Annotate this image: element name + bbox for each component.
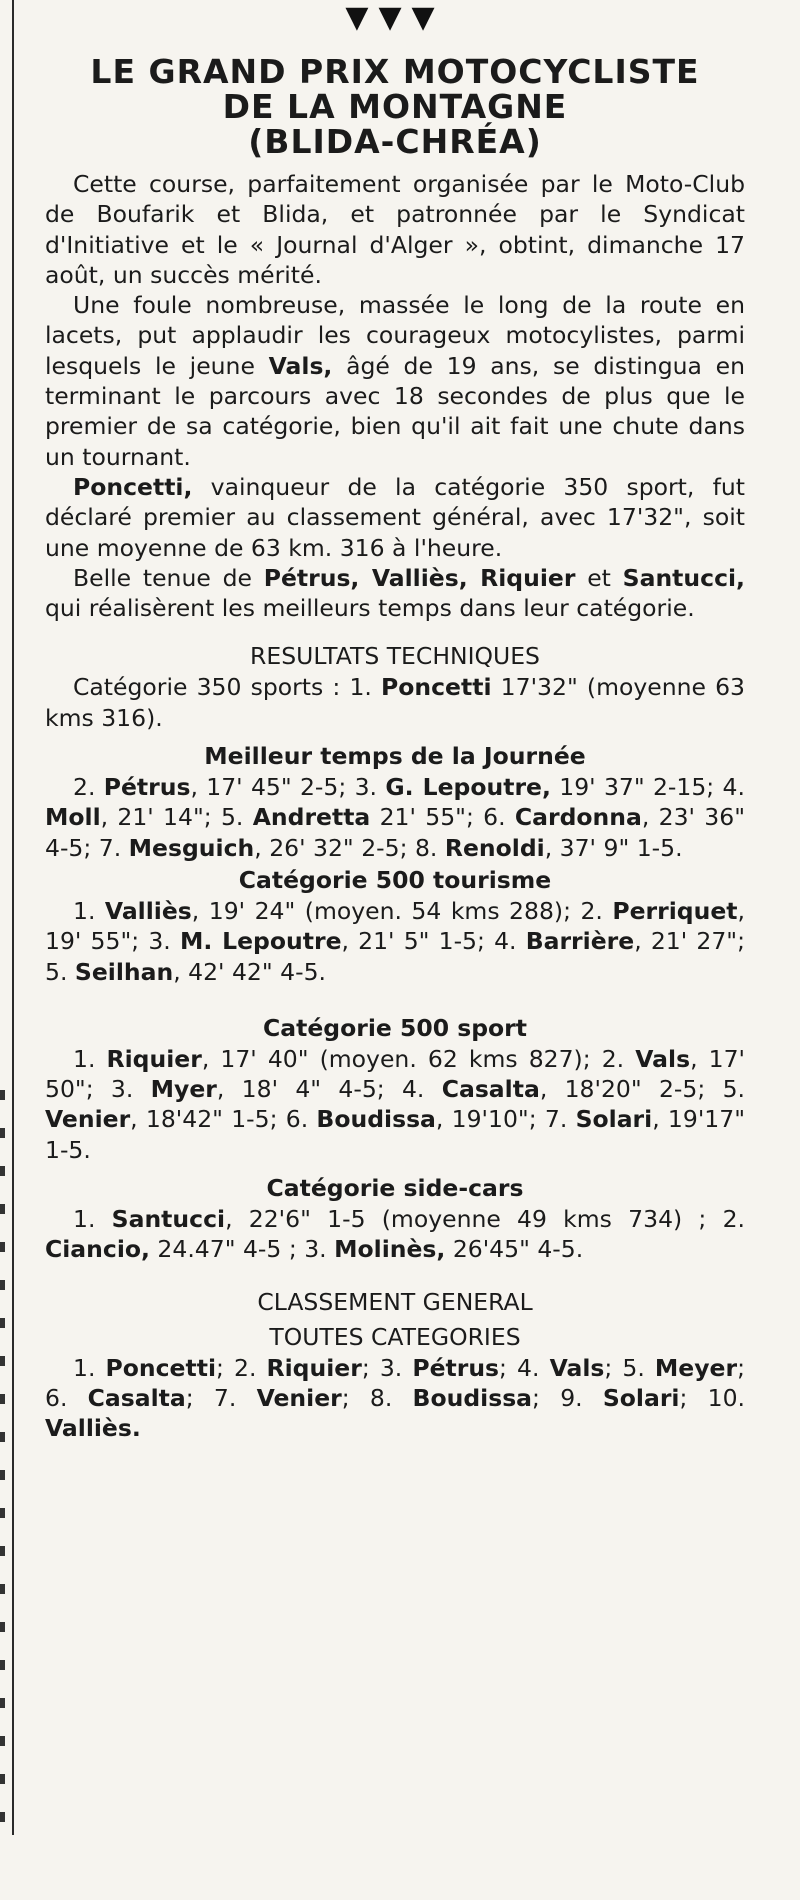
racer-name: Barrière bbox=[525, 927, 635, 956]
text-span: qui réalisèrent les meilleurs temps dans leur catégorie. bbox=[45, 594, 695, 623]
text-span: âgé de 19 ans, se distingua en terminant le parcours avec 18 secondes de plus que le premier de sa catégorie, bien qu'il ait fait une chute dans un tournant. bbox=[45, 351, 745, 471]
text-span: , 21' 27"; 5. bbox=[45, 927, 745, 986]
racer-name: Myer bbox=[150, 1075, 217, 1104]
text-span: ; 5. bbox=[604, 1353, 655, 1382]
racer-name: Poncetti bbox=[381, 673, 492, 702]
racer-name: Perriquet bbox=[612, 896, 738, 925]
text-span: ; 2. bbox=[216, 1353, 267, 1382]
text-span: , 18' 4" 4-5; 4. bbox=[216, 1075, 442, 1104]
text-span: , 42' 42" 4-5. bbox=[173, 957, 327, 986]
racer-name: G. Lepoutre, bbox=[385, 773, 551, 802]
text-span: , 19' 24" (moyen. 54 kms 288); 2. bbox=[191, 896, 613, 925]
racer-name: Boudissa bbox=[316, 1105, 436, 1134]
article-title-line-3: (BLIDA-CHRÉA) bbox=[248, 122, 542, 161]
best-time-results bbox=[45, 772, 745, 863]
racer-name: Cardonna bbox=[514, 803, 642, 832]
racer-name: Vals bbox=[549, 1353, 605, 1382]
racer-name: Casalta bbox=[87, 1383, 186, 1412]
racer-name: Riquier bbox=[106, 1044, 202, 1073]
text-span: ; 10. bbox=[679, 1383, 746, 1412]
racer-name: Ciancio, bbox=[45, 1235, 150, 1264]
text-span: 1. bbox=[73, 1044, 107, 1073]
racer-name: Boudissa bbox=[412, 1383, 533, 1412]
text-span: , 17' 40" (moyen. 62 kms 827); 2. bbox=[201, 1044, 636, 1073]
text-span: , 19'17" 1-5. bbox=[45, 1105, 745, 1164]
intro-paragraph-3 bbox=[45, 472, 745, 563]
racer-name: Meyer bbox=[654, 1353, 738, 1382]
text-span: 2. bbox=[73, 773, 104, 802]
racer-name: Venier bbox=[256, 1383, 342, 1412]
text-span: , 19' 55"; 3. bbox=[45, 896, 745, 956]
category-side-cars-heading: Catégorie side-cars bbox=[266, 1174, 524, 1203]
text-span: 1. bbox=[73, 1205, 112, 1234]
text-span: ; 4. bbox=[499, 1353, 550, 1382]
racer-name: Vals, bbox=[268, 351, 333, 380]
text-span: vainqueur de la catégorie 350 sport, fut déclaré premier au classement général, avec 17'32", soit une moyenne de 63 km. 316 à l'heure. bbox=[45, 472, 745, 562]
intro-paragraph-4 bbox=[45, 563, 745, 624]
racer-name: Poncetti bbox=[105, 1353, 217, 1382]
racer-name: Casalta bbox=[441, 1075, 540, 1104]
text-span: Belle tenue de bbox=[73, 563, 264, 592]
racer-name: Solari bbox=[602, 1383, 680, 1412]
text-span: , 22'6" 1-5 (moyenne 49 kms 734) ; 2. bbox=[225, 1205, 745, 1234]
text-span: ; 9. bbox=[532, 1383, 603, 1412]
text-span: , 17' 45" 2-5; 3. bbox=[190, 773, 386, 802]
results-heading: RESULTATS TECHNIQUES bbox=[250, 642, 540, 671]
text-span: 24.47" 4-5 ; 3. bbox=[149, 1235, 335, 1264]
text-span: 26'45" 4-5. bbox=[445, 1235, 584, 1264]
intro-paragraph-2 bbox=[45, 290, 745, 472]
text-span: Une foule nombreuse, massée le long de la route en lacets, put applaudir les courageux motocylistes, parmi lesquels le jeune bbox=[45, 291, 745, 380]
text-span: 19' 37" 2-15; 4. bbox=[550, 773, 745, 802]
racer-name: Seilhan bbox=[74, 957, 174, 986]
racer-name: M. Lepoutre bbox=[179, 927, 342, 956]
text-span: 21' 55"; 6. bbox=[370, 803, 515, 832]
racer-name: Solari bbox=[575, 1105, 653, 1134]
category-500-sport-results bbox=[45, 1044, 745, 1165]
text-span: , 21' 5" 1-5; 4. bbox=[341, 927, 526, 956]
racer-name: Santucci bbox=[111, 1205, 226, 1234]
racer-name: Moll bbox=[45, 803, 101, 832]
category-500-tourisme-heading: Catégorie 500 tourisme bbox=[238, 865, 552, 894]
text-span: , 21' 14"; 5. bbox=[100, 803, 253, 832]
racer-name: Pétrus bbox=[412, 1353, 500, 1382]
racer-names: Pétrus, Valliès, Riquier bbox=[263, 563, 576, 592]
adjacent-column-fragments bbox=[0, 1090, 8, 1850]
racer-name: Vals bbox=[635, 1044, 691, 1073]
category-500-sport-heading: Catégorie 500 sport bbox=[262, 1013, 528, 1042]
text-span: , 23' 36" 4-5; 7. bbox=[45, 803, 746, 862]
racer-name: Poncetti, bbox=[73, 472, 193, 501]
column-rule bbox=[12, 0, 14, 1835]
text-span: 1. bbox=[73, 896, 105, 925]
text-span: Catégorie 350 sports : 1. bbox=[73, 673, 382, 702]
text-span: , 18'42" 1-5; 6. bbox=[130, 1105, 317, 1134]
racer-name: Molinès, bbox=[334, 1235, 446, 1264]
best-time-heading: Meilleur temps de la Journée bbox=[204, 742, 586, 771]
general-ranking-subheading: TOUTES CATEGORIES bbox=[269, 1322, 521, 1351]
ornament-triangles: ▼▼▼ bbox=[345, 0, 445, 35]
category-500-tourisme-results bbox=[45, 896, 745, 987]
text-span: , 37' 9" 1-5. bbox=[544, 833, 683, 862]
text-span: , 18'20" 2-5; 5. bbox=[539, 1075, 745, 1104]
racer-name: Venier bbox=[45, 1105, 131, 1134]
intro-paragraph-1: Cette course, parfaitement organisée par le Moto-Club de Boufarik et Blida, et patronnée par le Syndicat d'Initiative et le « Journal d'Alger », obtint, dimanche 17 août, un succès mérité. bbox=[45, 170, 745, 289]
text-span: , 26' 32" 2-5; 8. bbox=[254, 833, 445, 862]
racer-name: Andretta bbox=[252, 803, 371, 832]
text-span: 1. bbox=[73, 1353, 106, 1382]
category-350-result bbox=[45, 672, 745, 733]
racer-name: Renoldi bbox=[444, 833, 545, 862]
text-span: et bbox=[575, 563, 623, 592]
general-ranking-heading: CLASSEMENT GENERAL bbox=[257, 1287, 533, 1316]
text-span: ; 7. bbox=[185, 1383, 257, 1412]
racer-name: Santucci, bbox=[622, 563, 745, 592]
general-ranking-list bbox=[45, 1353, 745, 1444]
text-span: ; 8. bbox=[341, 1383, 413, 1412]
racer-name: Pétrus bbox=[103, 773, 191, 802]
category-side-cars-results bbox=[45, 1204, 745, 1265]
racer-name: Valliès. bbox=[45, 1414, 141, 1443]
text-span: ; 6. bbox=[45, 1353, 745, 1412]
article-title-line-1: LE GRAND PRIX MOTOCYCLISTE bbox=[90, 52, 700, 91]
text-span: ; 3. bbox=[361, 1353, 413, 1382]
racer-name: Mesguich bbox=[128, 833, 255, 862]
text-span: , 17' 50"; 3. bbox=[45, 1044, 745, 1104]
article bbox=[45, 0, 745, 1444]
article-title-line-2: DE LA MONTAGNE bbox=[222, 87, 568, 126]
text-span: 17'32" (moyenne 63 kms 316). bbox=[45, 673, 746, 732]
racer-name: Valliès bbox=[104, 896, 192, 925]
text-span: , 19'10"; 7. bbox=[435, 1105, 576, 1134]
racer-name: Riquier bbox=[266, 1353, 362, 1382]
